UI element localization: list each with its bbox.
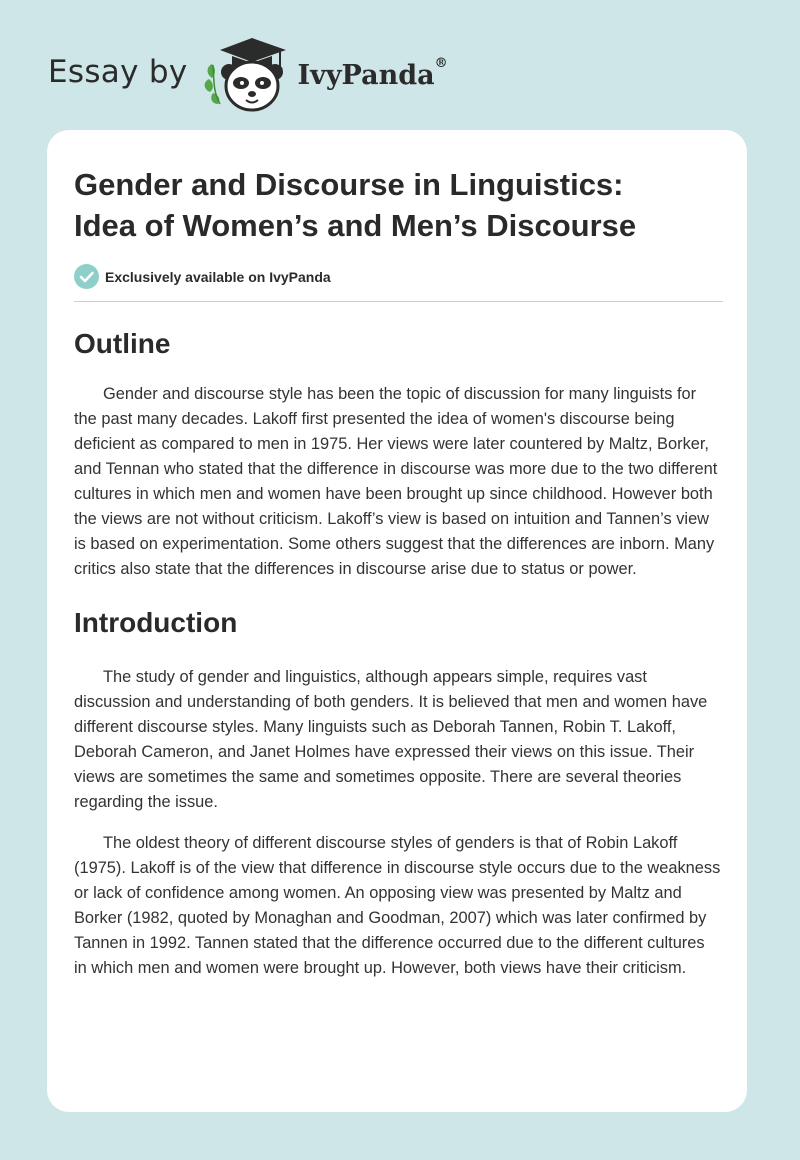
badge-text: Exclusively available on IvyPanda <box>105 268 331 285</box>
brand-prefix: Essay by <box>48 54 188 90</box>
brand-header <box>48 34 448 114</box>
paragraph: Gender and discourse style has been the topic of discussion for many linguists for the past many decades. Lakoff first presented the idea of women's discourse being deficient as compared to men in 1975. Her views were later countered by Maltz, Borker, and Tennan who stated that the difference in discourse was more due to the two different cultures in which men and women have been brought up since childhood. However both the views are not without criticism. Lakoff’s view is based on intuition and Tannen’s view is based on experimentation. Some others suggest that the differences are inborn. Many critics also state that the differences in discourse arise due to status or power. <box>74 385 718 578</box>
brand-name[interactable]: IvyPanda® <box>297 55 448 91</box>
paragraph: The oldest theory of different discourse styles of genders is that of Robin Lakoff (1975). Lakoff is of the view that difference in discourse style occurs due to the weakness or lack of confidence among women. An opposing view was presented by Maltz and Borker (1982, quoted by Monaghan and Goodman, 2007) which was later confirmed by Tannen in 1992. Tannen stated that the difference occurred due to the different cultures in which men and women were brought up. However, both views have their criticism. <box>74 834 721 977</box>
divider <box>74 301 723 302</box>
section-heading-introduction: Introduction <box>74 607 238 638</box>
section-outline <box>74 327 721 582</box>
section-heading-outline: Outline <box>74 328 171 359</box>
exclusive-badge <box>74 264 721 289</box>
page-title: Gender and Discourse in Linguistics: Idea of Women’s and Men’s Discourse <box>74 167 637 243</box>
essay-card <box>47 130 747 1112</box>
paragraph: The study of gender and linguistics, although appears simple, requires vast discussion and understanding of both genders. It is believed that men and women have different discourse styles. Many linguists such as Deborah Tannen, Robin T. Lakoff, Deborah Cameron, and Janet Holmes have expressed their views on this issue. Their views are sometimes the same and sometimes opposite. There are several theories regarding the issue. <box>74 668 708 811</box>
registered-mark: ® <box>434 55 448 71</box>
section-introduction <box>74 606 721 981</box>
panda-logo-icon[interactable] <box>202 34 294 114</box>
check-circle-icon <box>74 264 99 289</box>
